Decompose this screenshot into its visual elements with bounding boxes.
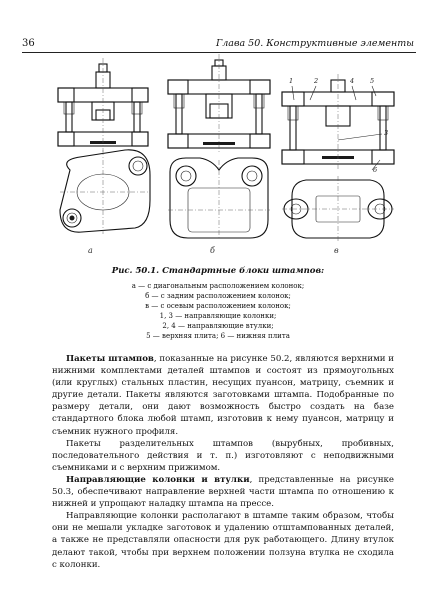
die-set-a-plan — [60, 150, 150, 234]
term-guide-columns: Направляющие колонки и втулки — [66, 474, 250, 485]
figure-drawings — [0, 0, 436, 265]
running-head: Глава 50. Конструктивные элементы — [215, 38, 414, 49]
legend-line: в — с осевым расположением колонок; — [145, 302, 291, 310]
legend-line: 5 — верхняя плита; 6 — нижняя плита — [146, 332, 290, 340]
paragraph-guide-columns: Направляющие колонки и втулки, представленные на рисунке 50.3, обеспечивают направление верхней части штампа по отношению к нижней и упрощают наладку штампа на прессе. — [52, 474, 394, 510]
callout-5: 5 — [370, 77, 375, 85]
callout-4: 4 — [350, 77, 355, 85]
callout-2: 2 — [314, 77, 319, 85]
die-set-b-section — [168, 54, 270, 154]
legend-line: 1, 3 — направляющие колонки; — [159, 312, 277, 320]
callout-3: 3 — [384, 129, 389, 137]
callout-6: 6 — [373, 166, 378, 174]
die-set-c-section — [282, 74, 394, 170]
page-number: 36 — [22, 38, 35, 49]
die-set-c-plan — [282, 176, 394, 242]
paragraph-separating-dies: Пакеты разделительных штампов (вырубных, пробивных, последовательного действия и т. п.) изготовляют с неподвижными съемниками и с верхним прижимом. — [52, 438, 394, 473]
view-label-c: в — [334, 246, 339, 255]
term-die-packages: Пакеты штампов — [66, 354, 154, 364]
view-label-b: б — [210, 246, 215, 255]
callout-1: 1 — [289, 77, 294, 85]
die-set-b-plan — [168, 158, 270, 240]
figure-legend — [112, 281, 324, 341]
legend-line: 2, 4 — направляющие втулки; — [162, 322, 274, 330]
view-label-a: а — [88, 246, 93, 255]
paragraph-column-placement: Направляющие колонки располагают в штампе таким образом, чтобы они не мешали укладке заготовок и удалению отштампованных деталей, а также не представляли опасности для рук работающего. Длину втулок делают такой, чтобы при верхнем положении ползуна втулка не сходила с колонки. — [52, 511, 394, 570]
figure-caption: Рис. 50.1. Стандартные блоки штампов: — [111, 266, 325, 276]
die-set-a-section — [58, 58, 148, 152]
body-text — [52, 353, 394, 571]
legend-line: б — с задним расположением колонок; — [145, 292, 291, 300]
legend-line: а — с диагональным расположением колонок; — [131, 282, 305, 290]
paragraph-die-packages: Пакеты штампов, показанные на рисунке 50.2, являются верхними и нижними комплектами деталей штампов и состоят из прямоугольных (или круглых) стальных пластин, несущих пуансон, матрицу, съемник и другие детали. Пакеты являются заготовками штампа. Подобранные по размеру детали, они дают возможность быстро создать на базе стандартного блока любой штамп, изготовив к нему пуансон, матрицу и съемник нужного профиля. — [52, 354, 394, 437]
